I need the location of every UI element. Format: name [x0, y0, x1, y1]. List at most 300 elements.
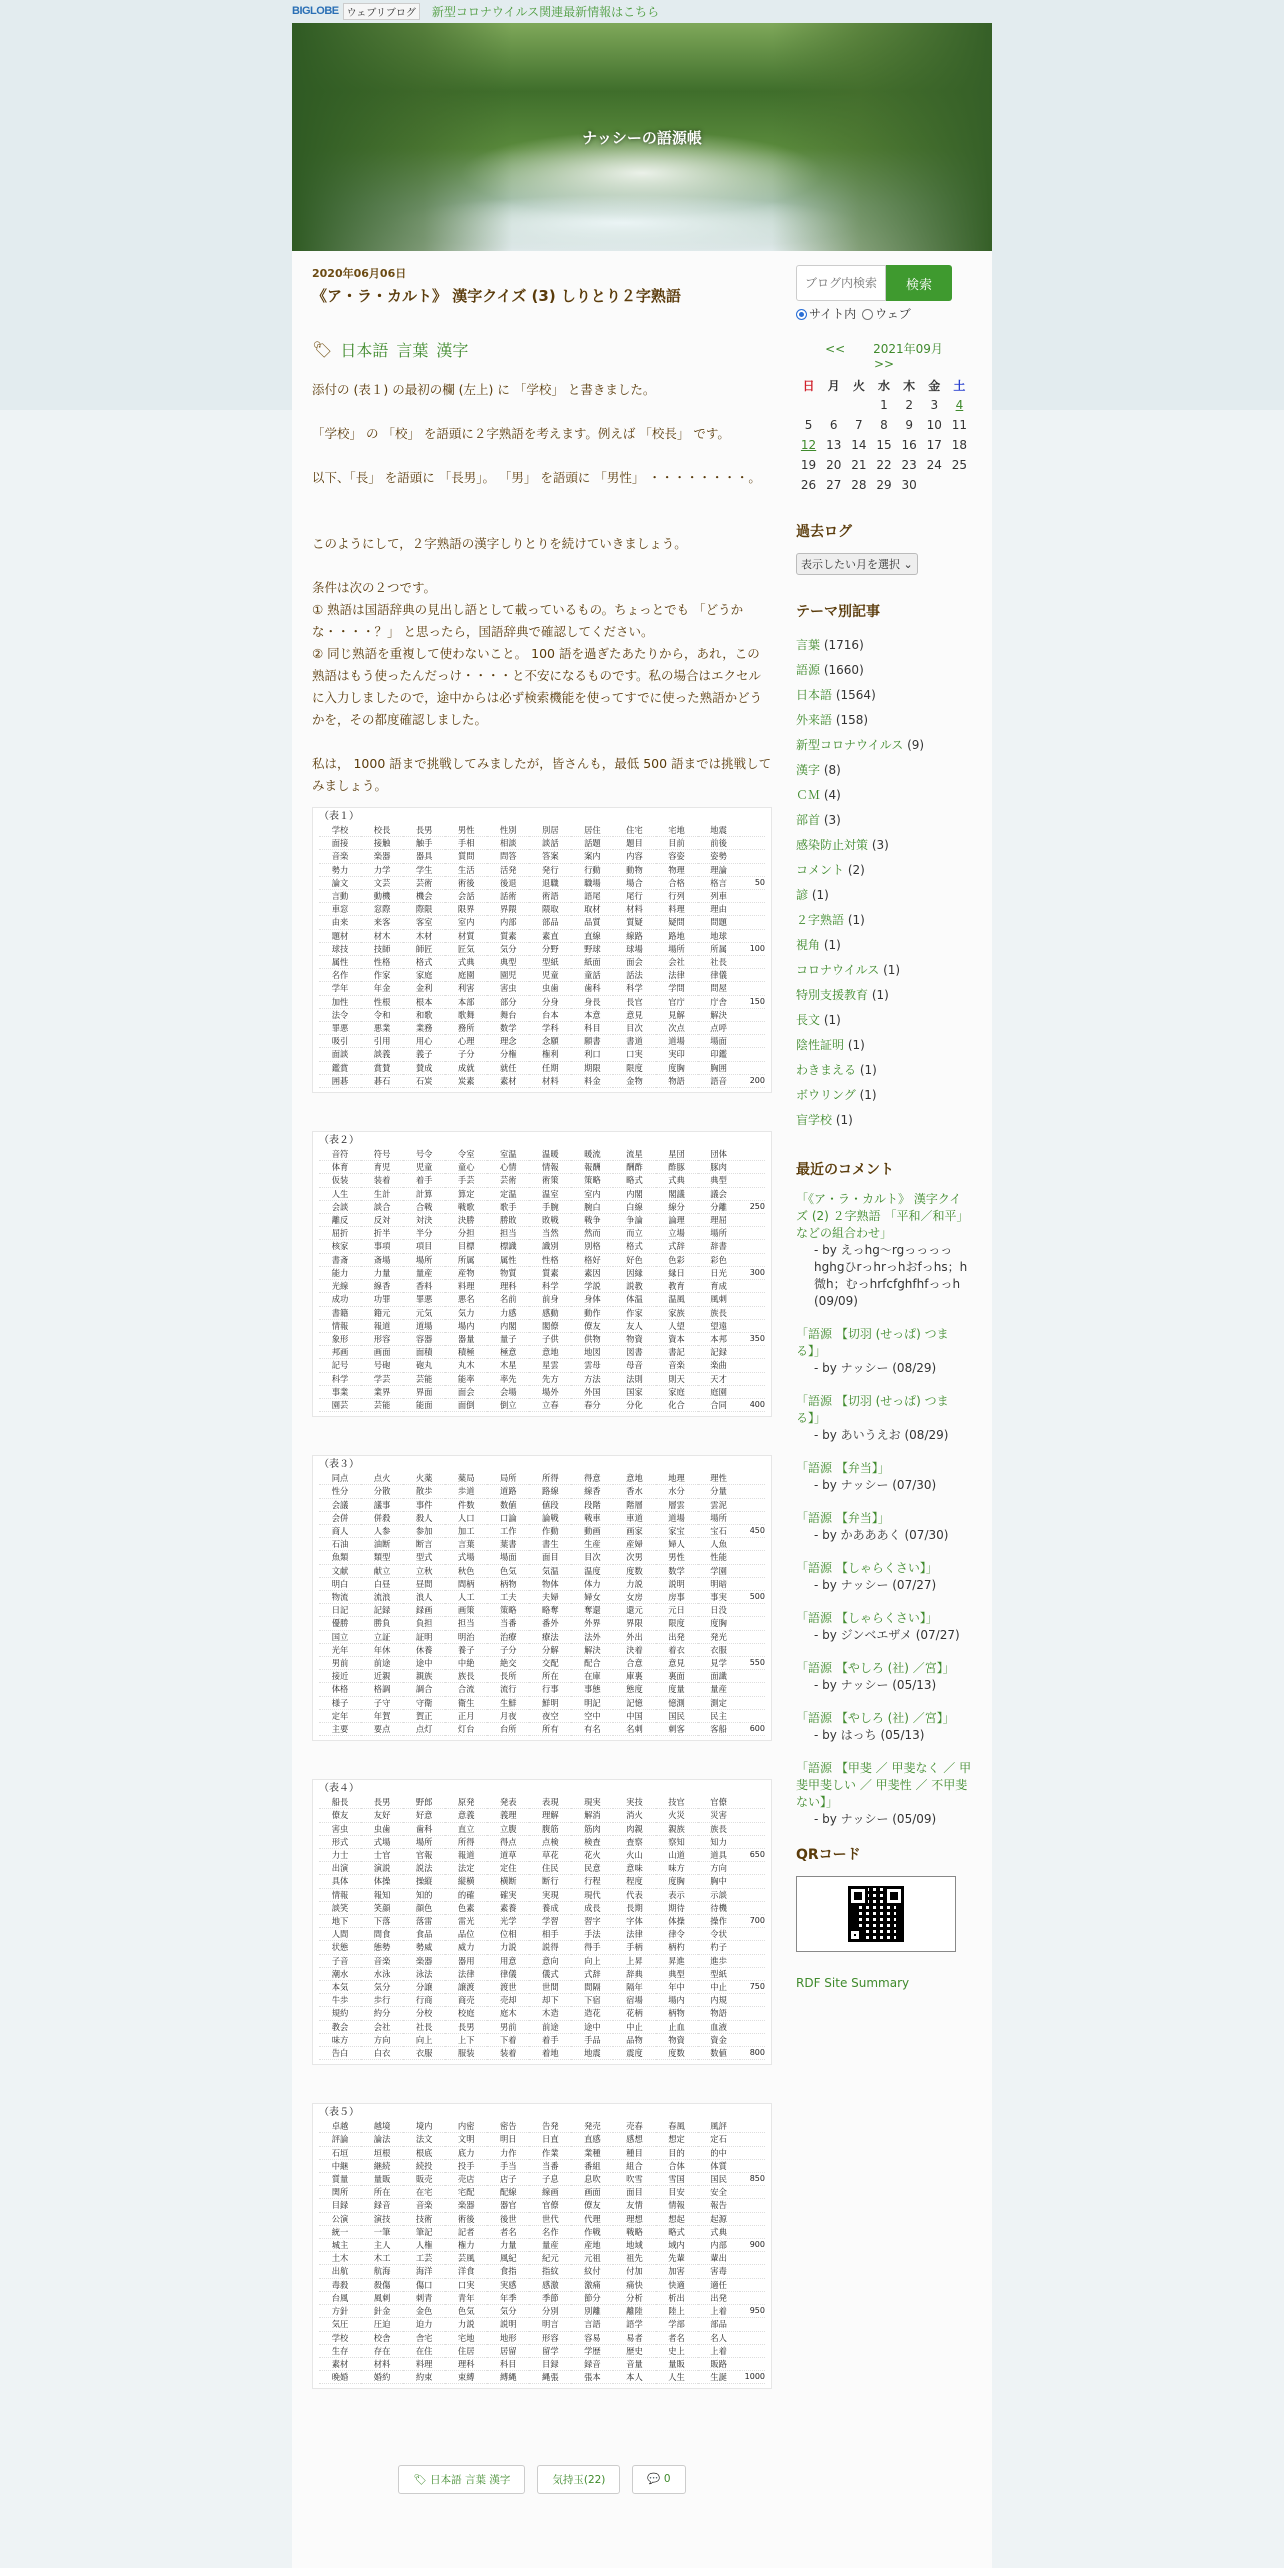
word-cell: 生鮮 — [487, 1696, 529, 1709]
word-cell: 優勝 — [319, 1617, 361, 1630]
word-cell: 度胸 — [656, 1061, 698, 1074]
word-cell: 度胸 — [656, 1875, 698, 1888]
word-cell: 理屈 — [698, 1214, 740, 1227]
word-cell: 併殺 — [361, 1511, 403, 1524]
word-cell: 昇進 — [656, 1954, 698, 1967]
comment-item — [796, 1191, 972, 1310]
word-cell: 量産 — [529, 2239, 571, 2252]
theme-link[interactable]: ＣＭ — [796, 788, 821, 802]
word-cell: 元気 — [403, 1306, 445, 1319]
table-row — [319, 1656, 765, 1669]
word-cell: 量子 — [487, 1332, 529, 1345]
word-cell: 譲渡 — [445, 1981, 487, 1994]
theme-item — [796, 858, 972, 883]
word-cell: 間柄 — [445, 1577, 487, 1590]
calendar-day: 27 — [826, 478, 842, 492]
word-cell: 分離 — [698, 1200, 740, 1213]
word-cell: 葉書 — [487, 1538, 529, 1551]
theme-link[interactable]: 視角 — [796, 938, 821, 952]
word-cell: 材料 — [529, 1074, 571, 1087]
word-cell: 意義 — [445, 1809, 487, 1822]
word-cell: 察知 — [656, 1835, 698, 1848]
word-cell: 説得 — [529, 1941, 571, 1954]
radio-unchecked-icon — [862, 309, 873, 320]
comment-author: - by ナッシー (08/29) — [814, 1361, 937, 1375]
word-cell: 音楽 — [319, 850, 361, 863]
word-cell: 代表 — [613, 1888, 655, 1901]
word-count-cell — [740, 2357, 765, 2370]
comment-icon: 💬 — [647, 2473, 661, 2486]
word-cell: 料金 — [571, 1074, 613, 1087]
table-row — [319, 1359, 765, 1372]
word-cell: 柄杓 — [656, 1941, 698, 1954]
word-cell: 名前 — [487, 1293, 529, 1306]
word-cell: 義理 — [487, 1809, 529, 1822]
scope-site-option[interactable] — [796, 305, 856, 322]
word-cell: 物語 — [698, 2007, 740, 2020]
word-cell: 品位 — [445, 1928, 487, 1941]
site-title[interactable]: ナッシーの語源帳 — [582, 129, 702, 147]
word-cell: 閣僚 — [529, 1319, 571, 1332]
word-cell: 害虫 — [319, 1822, 361, 1835]
word-cell: 世間 — [529, 1981, 571, 1994]
calendar-day: 15 — [876, 438, 892, 452]
word-count-cell — [740, 1214, 765, 1227]
word-cell: 型紙 — [698, 1967, 740, 1980]
word-cell: 能面 — [403, 1398, 445, 1411]
word-cell: 野郎 — [403, 1796, 445, 1809]
word-cell: 合流 — [445, 1683, 487, 1696]
word-cell: 主人 — [361, 2239, 403, 2252]
word-cell: 場面 — [487, 1551, 529, 1564]
word-cell: 青年 — [445, 2291, 487, 2304]
word-count-cell — [740, 837, 765, 850]
word-cell: 素因 — [571, 1266, 613, 1279]
word-cell: 海洋 — [403, 2265, 445, 2278]
comment-post-link[interactable]: 「語源 【やしろ (社) ／宮】」 — [796, 1711, 955, 1725]
word-cell: 質量 — [319, 2173, 361, 2186]
word-cell: 義子 — [403, 1048, 445, 1061]
word-cell: 元祖 — [571, 2252, 613, 2265]
calendar-title[interactable]: 2021年09月 — [873, 342, 943, 356]
word-cell: 室内 — [445, 916, 487, 929]
word-cell: 師匠 — [403, 942, 445, 955]
calendar-day — [821, 395, 846, 415]
word-cell: 質素 — [529, 1266, 571, 1279]
comment-author: - by ナッシー (07/30) — [814, 1478, 937, 1492]
word-cell: 本気 — [319, 1981, 361, 1994]
theme-link[interactable]: ２字熟語 — [796, 913, 845, 927]
theme-link[interactable]: わきまえる — [796, 1063, 857, 1077]
tag-link[interactable]: 日本語 — [340, 341, 389, 360]
word-cell: 断行 — [529, 1875, 571, 1888]
calendar-day[interactable]: 4 — [955, 398, 964, 412]
word-cell: 楽曲 — [698, 1359, 740, 1372]
word-cell: 童話 — [571, 969, 613, 982]
word-cell: 体格 — [319, 1683, 361, 1696]
word-count-cell: 750 — [740, 1981, 765, 1994]
table-row — [319, 1941, 765, 1954]
word-cell: 権力 — [445, 2239, 487, 2252]
biglobe-logo[interactable]: BIGLOBE — [292, 5, 339, 17]
word-cell: 会社 — [361, 2020, 403, 2033]
word-cell: 立腹 — [487, 1822, 529, 1835]
word-cell: 問答 — [487, 850, 529, 863]
tag-link[interactable]: 漢字 — [436, 341, 469, 360]
word-cell: 策略 — [571, 1174, 613, 1187]
table-row — [319, 1670, 765, 1683]
theme-link[interactable]: 新型コロナウイルス — [796, 738, 904, 752]
theme-link[interactable]: ボウリング — [796, 1088, 856, 1102]
word-cell: 場合 — [613, 876, 655, 889]
word-cell: 段階 — [571, 1498, 613, 1511]
calendar-day: 24 — [926, 458, 942, 472]
calendar-next[interactable]: >> — [873, 357, 895, 371]
word-cell: 好色 — [613, 1253, 655, 1266]
word-cell: 術後 — [445, 2212, 487, 2225]
word-cell: 確実 — [487, 1888, 529, 1901]
word-cell: 芸能 — [403, 1372, 445, 1385]
word-cell: 金利 — [403, 982, 445, 995]
theme-item — [796, 708, 972, 733]
word-cell: 衣服 — [403, 2047, 445, 2060]
scope-web-label: ウェブ — [875, 307, 911, 321]
word-cell: 関所 — [319, 2186, 361, 2199]
word-count-cell — [740, 1941, 765, 1954]
calendar-day: 7 — [855, 418, 863, 432]
theme-link[interactable]: コロナウイルス — [796, 963, 880, 977]
comment-author: - by ジンベエザメ (07/27) — [814, 1628, 960, 1642]
word-cell: 名刺 — [613, 1722, 655, 1735]
theme-link[interactable]: 感染防止対策 — [796, 838, 869, 852]
word-cell: 年中 — [656, 1981, 698, 1994]
word-cell: 格式 — [613, 1240, 655, 1253]
word-cell: 罪悪 — [319, 1022, 361, 1035]
word-cell: 近親 — [361, 1670, 403, 1683]
theme-link[interactable]: 語源 — [796, 663, 821, 677]
table-row — [319, 1643, 765, 1656]
kanji-table — [312, 1131, 772, 1417]
theme-count: (1) — [835, 1113, 853, 1127]
word-cell: 配合 — [571, 1656, 613, 1669]
theme-link[interactable]: 陰性証明 — [796, 1038, 845, 1052]
word-count-cell — [740, 1359, 765, 1372]
covid-notice-link[interactable]: 新型コロナウイルス関連最新情報はこちら — [431, 4, 660, 19]
word-cell: 力量 — [487, 2239, 529, 2252]
word-cell: 報知 — [361, 1888, 403, 1901]
word-cell: 職場 — [571, 876, 613, 889]
word-cell: 号令 — [403, 1148, 445, 1161]
word-cell: 車窓 — [319, 903, 361, 916]
theme-item — [796, 808, 972, 833]
word-cell: 内規 — [698, 1994, 740, 2007]
word-cell: 食指 — [487, 2265, 529, 2278]
word-cell: 議会 — [698, 1187, 740, 1200]
word-cell: 話題 — [571, 837, 613, 850]
word-cell: 長男 — [445, 2020, 487, 2033]
word-cell: 縁日 — [656, 1266, 698, 1279]
theme-link[interactable]: 特別支援教育 — [796, 988, 869, 1002]
word-count-cell — [740, 1187, 765, 1200]
word-cell: 略式 — [613, 1174, 655, 1187]
word-cell: 物資 — [613, 1332, 655, 1345]
table-row — [319, 1306, 765, 1319]
site-header — [292, 23, 992, 251]
comment-post-link[interactable]: 「語源 【弁当】」 — [796, 1511, 890, 1525]
theme-link[interactable]: 日本語 — [796, 688, 833, 702]
word-cell: 行商 — [403, 1994, 445, 2007]
comment-post-link[interactable]: 「語源 【切羽 (せっぱ) つまる】」 — [796, 1394, 949, 1425]
word-cell: 鮮明 — [529, 1696, 571, 1709]
table-row — [319, 942, 765, 955]
word-cell: 方針 — [319, 2305, 361, 2318]
word-cell: 口実 — [613, 1048, 655, 1061]
table-row — [319, 2278, 765, 2291]
word-count-cell — [740, 2199, 765, 2212]
word-cell: 道場 — [656, 1035, 698, 1048]
word-cell: 商人 — [319, 1524, 361, 1537]
word-count-cell — [740, 1577, 765, 1590]
word-cell: 月夜 — [487, 1709, 529, 1722]
word-cell: 胸中 — [698, 1875, 740, 1888]
word-cell: 長所 — [487, 1670, 529, 1683]
word-cell: 年賀 — [361, 1709, 403, 1722]
word-cell: 向上 — [403, 2033, 445, 2046]
word-cell: 晩婚 — [319, 2371, 361, 2384]
comment-post-link[interactable]: 「語源 【甲斐 ／ 甲斐なく ／ 甲斐甲斐しい ／ 甲斐性 ／ 不甲斐ない】」 — [796, 1761, 972, 1809]
word-cell: 感激 — [529, 2278, 571, 2291]
word-cell: 析出 — [656, 2291, 698, 2304]
word-cell: 本邦 — [698, 1332, 740, 1345]
word-count-cell — [740, 1709, 765, 1722]
word-cell: 成功 — [319, 1293, 361, 1306]
biglobe-brand[interactable] — [292, 3, 420, 20]
post-tags — [312, 338, 772, 361]
rdf-link[interactable]: RDF Site Summary — [796, 1976, 910, 1990]
word-cell: 争論 — [613, 1214, 655, 1227]
word-cell: 具体 — [319, 1875, 361, 1888]
word-cell: 件数 — [445, 1498, 487, 1511]
calendar-prev[interactable]: << — [825, 342, 846, 356]
table-row — [319, 1849, 765, 1862]
comments-button[interactable] — [632, 2465, 685, 2494]
word-cell: 部品 — [698, 2318, 740, 2331]
search-input[interactable] — [796, 265, 886, 301]
word-cell: 限度 — [613, 1061, 655, 1074]
word-cell: 酢豚 — [656, 1161, 698, 1174]
word-cell: 内密 — [445, 2120, 487, 2133]
calendar-day: 21 — [851, 458, 867, 472]
word-cell: 念願 — [529, 1035, 571, 1048]
word-cell: 取材 — [571, 903, 613, 916]
word-cell: 石炭 — [403, 1074, 445, 1087]
table-row — [319, 1630, 765, 1643]
word-cell: 引用 — [361, 1035, 403, 1048]
word-cell: 紋付 — [571, 2265, 613, 2278]
webryblog-logo[interactable]: ウェブリブログ — [343, 3, 420, 20]
comment-author: - by えっhg〜rgっっっっhghgひrっhrっhおfっhs；h微h；むっhrfcfghfhfっっh (09/09) — [814, 1243, 968, 1308]
word-cell: 加害 — [656, 2265, 698, 2278]
theme-count: (8) — [823, 763, 841, 777]
word-cell: 花柄 — [613, 2007, 655, 2020]
word-cell: 道具 — [698, 1849, 740, 1862]
word-cell: 胸囲 — [698, 1061, 740, 1074]
table-row — [319, 2007, 765, 2020]
word-cell: 令和 — [361, 1008, 403, 1021]
word-cell: 隈取 — [529, 903, 571, 916]
word-cell: 雷光 — [445, 1915, 487, 1928]
word-cell: 名人 — [698, 2331, 740, 2344]
word-cell: 学芸 — [361, 1372, 403, 1385]
word-cell: 金物 — [613, 1074, 655, 1087]
table-row — [319, 1022, 765, 1035]
comment-author: - by かあああく (07/30) — [814, 1528, 949, 1542]
word-cell: 法外 — [571, 1630, 613, 1643]
theme-item — [796, 933, 972, 958]
calendar-day[interactable]: 12 — [800, 438, 817, 452]
word-cell: 祖先 — [613, 2252, 655, 2265]
word-cell: 色気 — [487, 1564, 529, 1577]
theme-link[interactable]: 長文 — [796, 1013, 821, 1027]
word-cell: 士官 — [361, 1849, 403, 1862]
word-cell: 書道 — [613, 1035, 655, 1048]
post-paragraph: 条件は次の２つです。 ① 熟語は国語辞典の見出し語として載っているもの。ちょっとでも 「どうかな・・・・？」 と思ったら，国語辞典で確認してください。 ② 同じ熟語を重複して使わないこと。 100 語を過ぎたあたりから，あれ，この熟語はもう使ったんだっけ・・・・と不安になるものです。私の場合はエクセルに入力しましたので，途中からは必ず検索機能を使ってすでに使った熟語かどうかを，その都度確認しました。 — [312, 580, 763, 727]
word-cell: 行動 — [571, 863, 613, 876]
word-cell: 案内 — [571, 850, 613, 863]
post-tags-button[interactable]: 🏷 日本語 言葉 漢字 — [398, 2465, 525, 2494]
word-cell: 歩行 — [361, 1994, 403, 2007]
word-cell: 国立 — [319, 1630, 361, 1643]
scope-web-option[interactable] — [862, 305, 911, 322]
word-cell: 居住 — [571, 824, 613, 837]
calendar-day: 20 — [826, 458, 842, 472]
word-cell: 期限 — [571, 1061, 613, 1074]
theme-link[interactable]: 盲学校 — [796, 1113, 833, 1127]
theme-link[interactable]: 言葉 — [796, 638, 821, 652]
theme-link[interactable]: 諺 — [796, 888, 809, 902]
word-cell: 籍元 — [361, 1306, 403, 1319]
comment-post-link[interactable]: 「語源 【しゃらくさい】」 — [796, 1611, 938, 1625]
word-count-cell — [740, 1617, 765, 1630]
word-cell: 検査 — [571, 1835, 613, 1848]
word-cell: 夫婦 — [529, 1590, 571, 1603]
word-cell: 温度 — [571, 1564, 613, 1577]
post-title[interactable]: 《ア・ラ・カルト》 漢字クイズ (3) しりとり２字熟語 — [312, 287, 681, 305]
comment-post-link[interactable]: 「語源 【やしろ (社) ／宮】」 — [796, 1661, 955, 1675]
table-row — [319, 1332, 765, 1345]
word-count-cell: 700 — [740, 1915, 765, 1928]
word-cell: 刺客 — [656, 1722, 698, 1735]
theme-count: (3) — [871, 838, 889, 852]
table-row — [319, 1280, 765, 1293]
table-row — [319, 2199, 765, 2212]
table-row — [319, 824, 765, 837]
word-cell: 客室 — [403, 916, 445, 929]
word-cell: 令状 — [698, 1928, 740, 1941]
word-cell: 外界 — [571, 1617, 613, 1630]
word-cell: 規約 — [319, 2007, 361, 2020]
kanji-table — [312, 1779, 772, 2065]
word-cell: 手相 — [445, 837, 487, 850]
comment-post-link[interactable]: 「語源 【しゃらくさい】」 — [796, 1561, 938, 1575]
word-cell: 芸術 — [403, 876, 445, 889]
comment-post-link[interactable]: 「《ア・ラ・カルト》 漢字クイズ (2) ２字熟語 「平和／和平」 などの組合わせ」 — [796, 1192, 969, 1240]
word-cell: 却下 — [529, 1994, 571, 2007]
search-button[interactable]: 検索 — [886, 265, 952, 301]
word-cell: 面会 — [445, 1385, 487, 1398]
word-cell: 記録 — [698, 1346, 740, 1359]
theme-item — [796, 833, 972, 858]
table-row — [319, 1511, 765, 1524]
word-cell: 縄張 — [529, 2371, 571, 2384]
word-cell: 土木 — [319, 2252, 361, 2265]
theme-link[interactable]: 部首 — [796, 813, 821, 827]
word-cell: 彩色 — [698, 1253, 740, 1266]
word-cell: 線香 — [361, 1280, 403, 1293]
comment-item — [796, 1660, 972, 1694]
word-cell: 白衣 — [361, 2047, 403, 2060]
word-cell: 料理 — [403, 2357, 445, 2370]
archive-select[interactable] — [796, 553, 918, 575]
word-count-cell — [740, 1683, 765, 1696]
word-cell: 者名 — [656, 2331, 698, 2344]
word-cell: 子音 — [319, 1954, 361, 1967]
word-cell: 担当 — [445, 1617, 487, 1630]
word-cell: 和歌 — [403, 1008, 445, 1021]
theme-count: (1) — [811, 888, 829, 902]
word-cell: 生誕 — [698, 2371, 740, 2384]
tag-link[interactable]: 言葉 — [396, 341, 429, 360]
word-cell: 儀式 — [529, 1967, 571, 1980]
comment-post-link[interactable]: 「語源 【切羽 (せっぱ) つまる】」 — [796, 1327, 949, 1358]
word-cell: 鑑賞 — [319, 1061, 361, 1074]
word-cell: 火薬 — [403, 1472, 445, 1485]
word-cell: 産物 — [445, 1266, 487, 1279]
theme-link[interactable]: 漢字 — [796, 763, 821, 777]
word-cell: 販路 — [698, 2357, 740, 2370]
word-cell: 潮水 — [319, 1967, 361, 1980]
word-cell: 人生 — [319, 1187, 361, 1200]
word-count-cell — [740, 1564, 765, 1577]
kimochi-button[interactable]: 気持玉(22) — [537, 2465, 620, 2494]
word-cell: 出発 — [698, 2291, 740, 2304]
word-cell: 僚友 — [571, 1319, 613, 1332]
word-cell: 理科 — [445, 2357, 487, 2370]
word-cell: 目録 — [529, 2357, 571, 2370]
word-cell: 主要 — [319, 1722, 361, 1735]
word-cell: 印鑑 — [698, 1048, 740, 1061]
table-row — [319, 2305, 765, 2318]
word-cell: 戦争 — [571, 1214, 613, 1227]
table-row — [319, 1696, 765, 1709]
word-cell: 金色 — [403, 2305, 445, 2318]
theme-link[interactable]: 外来語 — [796, 713, 833, 727]
calendar-day: 26 — [800, 478, 817, 492]
word-cell: 力作 — [487, 2146, 529, 2159]
comment-post-link[interactable]: 「語源 【弁当】」 — [796, 1461, 890, 1475]
word-cell: 表現 — [529, 1796, 571, 1809]
word-cell: 術語 — [529, 890, 571, 903]
word-cell: 律儀 — [698, 969, 740, 982]
table-row — [319, 956, 765, 969]
word-cell: 体力 — [571, 1577, 613, 1590]
word-cell: 光学 — [487, 1915, 529, 1928]
theme-link[interactable]: コメント — [796, 863, 845, 877]
word-cell: 宅地 — [656, 824, 698, 837]
table-row — [319, 863, 765, 876]
calendar-day: 1 — [880, 398, 888, 412]
table-row — [319, 1187, 765, 1200]
